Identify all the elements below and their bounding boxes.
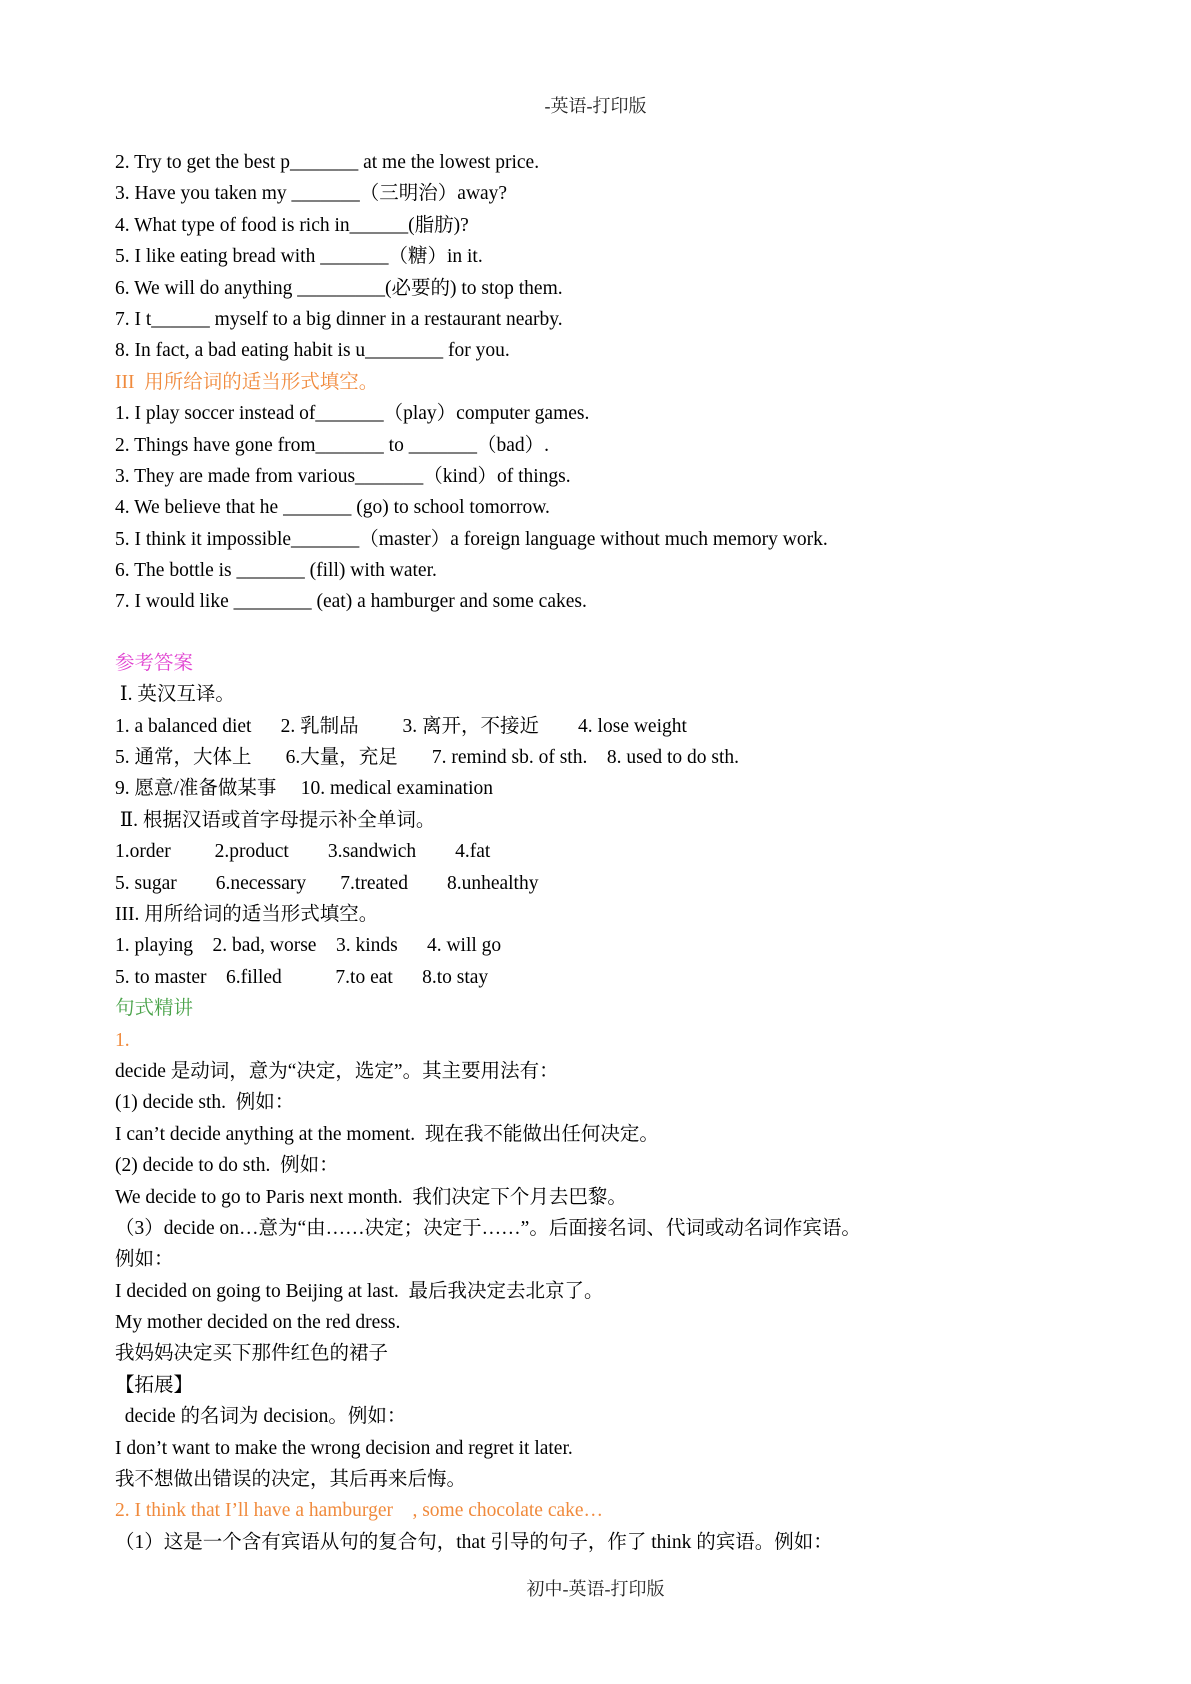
page-header: -英语-打印版 — [544, 96, 647, 116]
text-line: 【拓展】 — [115, 1374, 194, 1396]
text-line: 5. sugar 6.necessary 7.treated 8.unhealthy — [115, 872, 539, 894]
section-heading: III 用所给词的适当形式填空。 — [115, 371, 379, 393]
text-line: 1. playing 2. bad, worse 3. kinds 4. will go — [115, 935, 502, 957]
text-line: 1.order 2.product 3.sandwich 4.fat — [115, 841, 491, 863]
text-line: 7. I would like ________ (eat) a hamburger and some cakes. — [115, 591, 587, 613]
text-line: 2. Things have gone from_______ to _______（bad）. — [115, 434, 550, 456]
text-line: Ⅰ. 英汉互译。 — [115, 684, 235, 706]
text-line: 5. I think it impossible_______（master）a foreign language without much memory work. — [115, 528, 828, 550]
text-line: I don’t want to make the wrong decision and regret it later. — [115, 1437, 573, 1459]
text-line: 4. What type of food is rich in______(脂肪)? — [115, 214, 469, 236]
section-heading: 1. — [115, 1029, 130, 1051]
text-line: decide 的名词为 decision。例如： — [115, 1406, 407, 1428]
blank-spacer — [115, 618, 1095, 648]
text-line: My mother decided on the red dress. — [115, 1312, 401, 1334]
text-line: We decide to go to Paris next month. 我们决定下个月去巴黎。 — [115, 1186, 627, 1208]
section-heading: 参考答案 — [115, 652, 194, 674]
text-line: (2) decide to do sth. 例如： — [115, 1155, 339, 1177]
text-line: 1. I play soccer instead of_______（play）computer games. — [115, 403, 590, 425]
text-line: 5. 通常，大体上 6.大量，充足 7. remind sb. of sth. 8. used to do sth. — [115, 747, 739, 769]
text-line: 1. a balanced diet 2. 乳制品 3. 离开，不接近 4. lose weight — [115, 715, 687, 737]
text-line: 5. to master 6.filled 7.to eat 8.to stay — [115, 966, 489, 988]
section-heading: 句式精讲 — [115, 998, 194, 1020]
text-line: 5. I like eating bread with _______（糖）in it. — [115, 246, 483, 268]
text-line: decide 是动词，意为“决定，选定”。其主要用法有： — [115, 1060, 559, 1082]
text-line: 例如： — [115, 1249, 174, 1271]
text-line: 我不想做出错误的决定，其后再来后悔。 — [115, 1469, 467, 1491]
text-line: I can’t decide anything at the moment. 现在我不能做出任何决定。 — [115, 1123, 659, 1145]
text-line: I decided on going to Beijing at last. 最后我决定去北京了。 — [115, 1280, 604, 1302]
text-line: 8. In fact, a bad eating habit is u________ for you. — [115, 340, 510, 362]
text-line: Ⅱ. 根据汉语或首字母提示补全单词。 — [115, 809, 436, 831]
text-line: 3. They are made from various_______（kind）of things. — [115, 465, 571, 487]
text-line: III. 用所给词的适当形式填空。 — [115, 903, 379, 925]
text-line: 2. Try to get the best p_______ at me the lowest price. — [115, 152, 540, 173]
text-line: 3. Have you taken my _______（三明治）away? — [115, 183, 508, 205]
page-footer: 初中-英语-打印版 — [526, 1579, 665, 1599]
text-line: （3）decide on…意为“由……决定；决定于……”。后面接名词、代词或动名词作宾语。 — [115, 1217, 861, 1239]
text-line: 9. 愿意/准备做某事 10. medical examination — [115, 778, 494, 800]
text-line: （1）这是一个含有宾语从句的复合句，that 引导的句子，作了 think 的宾语。例如： — [115, 1531, 833, 1553]
document-body — [115, 147, 1095, 1558]
text-line: 7. I t______ myself to a big dinner in a restaurant nearby. — [115, 308, 563, 330]
text-line: 6. The bottle is _______ (fill) with water. — [115, 560, 437, 582]
text-line: (1) decide sth. 例如： — [115, 1092, 295, 1114]
section-heading: 2. I think that I’ll have a hamburger , some chocolate cake… — [115, 1500, 604, 1522]
text-line: 4. We believe that he _______ (go) to school tomorrow. — [115, 497, 550, 519]
text-line: 我妈妈决定买下那件红色的裙子 — [115, 1343, 389, 1365]
text-line: 6. We will do anything _________(必要的) to stop them. — [115, 277, 563, 299]
